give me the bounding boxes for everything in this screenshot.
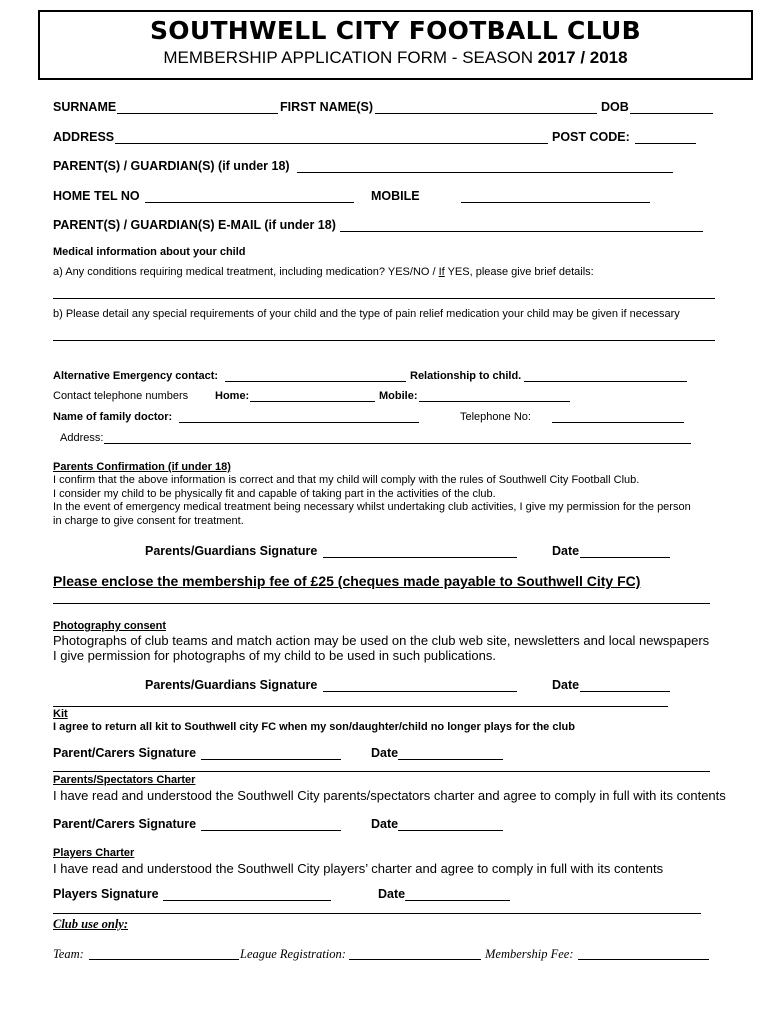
- form-header: [38, 10, 753, 80]
- players-date-label: Date: [378, 887, 406, 901]
- players-signature-label: Players Signature: [53, 887, 159, 901]
- contact-home-field[interactable]: [250, 401, 375, 402]
- contact-mobile-label: Mobile:: [379, 390, 418, 402]
- club-use-heading: Club use only:: [53, 917, 129, 931]
- medical-question-a: a) Any conditions requiring medical treatment, including medication? YES/NO / If YES, please give brief details:: [53, 266, 594, 278]
- guardians-field[interactable]: [297, 172, 673, 173]
- photo-signature-field[interactable]: [323, 691, 517, 692]
- spectators-signature-label: Parent/Carers Signature: [53, 817, 197, 831]
- post-code-field[interactable]: [635, 143, 696, 144]
- photography-heading: Photography consent: [53, 620, 167, 632]
- club-team-field[interactable]: [89, 959, 239, 960]
- contact-numbers-label: Contact telephone numbers: [53, 390, 189, 402]
- parents-confirmation-heading: Parents Confirmation (if under 18): [53, 461, 231, 473]
- spectators-heading: Parents/Spectators Charter: [53, 774, 196, 786]
- players-divider: [53, 913, 701, 914]
- guardians-label: PARENT(S) / GUARDIAN(S) (if under 18): [53, 159, 290, 173]
- mobile-label: MOBILE: [371, 189, 420, 203]
- home-tel-field[interactable]: [145, 202, 354, 203]
- spectators-signature-field[interactable]: [201, 830, 341, 831]
- kit-divider: [53, 771, 710, 772]
- fee-divider: [53, 603, 710, 604]
- relationship-label: Relationship to child.: [410, 370, 522, 382]
- relationship-field[interactable]: [524, 381, 687, 382]
- club-league-label: League Registration:: [240, 947, 346, 961]
- doctor-field[interactable]: [179, 422, 419, 423]
- kit-text: I agree to return all kit to Southwell city FC when my son/daughter/child no longer plays for the club: [53, 721, 575, 733]
- spectators-date-field[interactable]: [398, 830, 503, 831]
- dob-field[interactable]: [630, 113, 713, 114]
- medical-b-field[interactable]: [53, 340, 715, 341]
- spectators-date-label: Date: [371, 817, 399, 831]
- guardian-email-label: PARENT(S) / GUARDIAN(S) E-MAIL (if under 18): [53, 218, 336, 232]
- guardian-signature-field[interactable]: [323, 557, 517, 558]
- dob-label: DOB: [601, 100, 629, 114]
- players-heading: Players Charter: [53, 847, 135, 859]
- doctor-address-field[interactable]: [104, 443, 691, 444]
- photography-text: Photographs of club teams and match action may be used on the club web site, newsletters and local newspapers I give permission for photographs of my child to be used in such publications.: [53, 633, 710, 663]
- kit-heading: Kit: [53, 708, 68, 720]
- medical-question-b: b) Please detail any special requirements of your child and the type of pain relief medication your child may be given if necessary: [53, 308, 680, 320]
- players-signature-field[interactable]: [163, 900, 331, 901]
- guardian-email-field[interactable]: [340, 231, 703, 232]
- kit-signature-field[interactable]: [201, 759, 341, 760]
- address-field[interactable]: [115, 143, 548, 144]
- contact-home-label: Home:: [215, 390, 250, 402]
- medical-heading: Medical information about your child: [53, 246, 246, 258]
- kit-signature-label: Parent/Carers Signature: [53, 746, 197, 760]
- first-names-field[interactable]: [375, 113, 597, 114]
- surname-label: SURNAME: [53, 100, 117, 114]
- doctor-label: Name of family doctor:: [53, 411, 173, 423]
- surname-field[interactable]: [117, 113, 278, 114]
- players-text: I have read and understood the Southwell City players’ charter and agree to comply in full with its contents: [53, 861, 664, 876]
- photo-divider: [53, 706, 668, 707]
- kit-date-label: Date: [371, 746, 399, 760]
- club-fee-label: Membership Fee:: [485, 947, 574, 961]
- photo-signature-label: Parents/Guardians Signature: [145, 678, 318, 692]
- fee-notice: Please enclose the membership fee of £25 (cheques made payable to Southwell City FC): [53, 573, 641, 589]
- post-code-label: POST CODE:: [552, 130, 630, 144]
- guardian-signature-label: Parents/Guardians Signature: [145, 544, 318, 558]
- club-fee-field[interactable]: [578, 959, 709, 960]
- address-label: ADDRESS: [53, 130, 115, 144]
- mobile-field[interactable]: [461, 202, 650, 203]
- club-team-label: Team:: [53, 947, 84, 961]
- photo-date-label: Date: [552, 678, 580, 692]
- club-title: SOUTHWELL CITY FOOTBALL CLUB: [149, 16, 641, 45]
- alt-contact-field[interactable]: [225, 381, 406, 382]
- club-league-field[interactable]: [349, 959, 481, 960]
- parents-confirmation-text: I confirm that the above information is correct and that my child will comply with the rules of Southwell City Football Club. I consider my child to be physically fit and capable of taking part in the activities of the club. In the event of emergency medical treatment being necessary whilst undertaking club activities, I give my permission for the person in charge to give consent for treatment.: [53, 474, 691, 527]
- medical-a-field[interactable]: [53, 298, 715, 299]
- season: 2017 / 2018: [537, 48, 628, 67]
- guardian-date-label: Date: [552, 544, 580, 558]
- photo-date-field[interactable]: [580, 691, 670, 692]
- guardian-date-field[interactable]: [580, 557, 670, 558]
- first-names-label: FIRST NAME(S): [280, 100, 374, 114]
- home-tel-label: HOME TEL NO: [53, 189, 140, 203]
- doctor-address-label: Address:: [60, 432, 104, 444]
- contact-mobile-field[interactable]: [419, 401, 570, 402]
- kit-date-field[interactable]: [398, 759, 503, 760]
- spectators-text: I have read and understood the Southwell City parents/spectators charter and agree to comply in full with its contents: [53, 788, 726, 803]
- doctor-telephone-field[interactable]: [552, 422, 684, 423]
- doctor-telephone-label: Telephone No:: [460, 411, 531, 423]
- players-date-field[interactable]: [405, 900, 510, 901]
- form-subtitle: MEMBERSHIP APPLICATION FORM - SEASON 2017 / 2018: [163, 48, 628, 67]
- alt-contact-label: Alternative Emergency contact:: [53, 370, 219, 382]
